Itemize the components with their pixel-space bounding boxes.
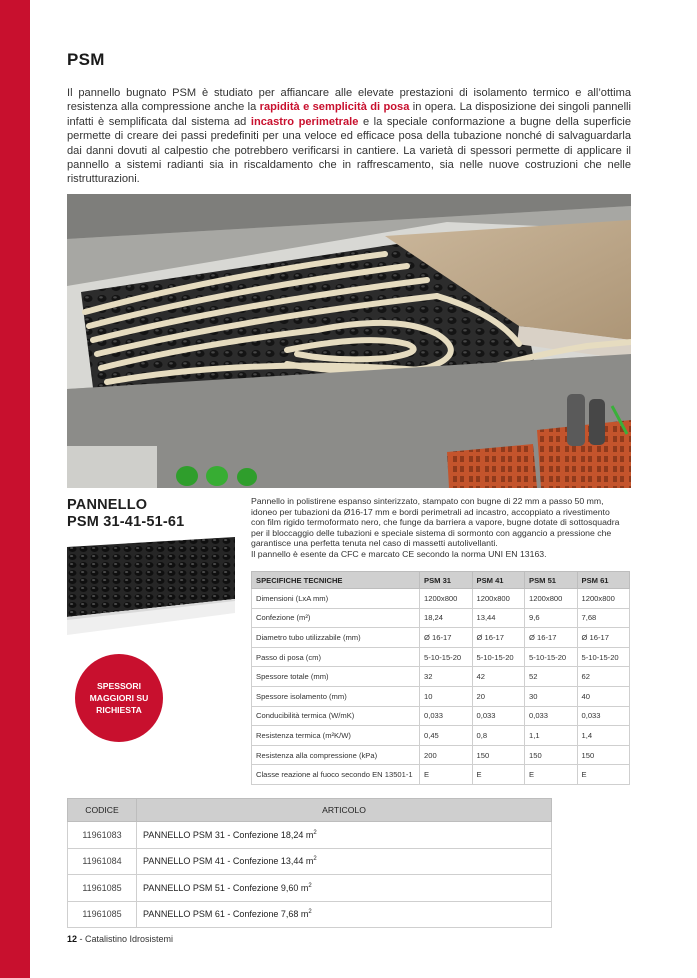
panel-product-image [67, 537, 235, 637]
article-unit-exponent: 2 [308, 882, 312, 889]
article-name [137, 901, 552, 928]
article-code: 11961083 [68, 822, 137, 849]
spec-cell: Ø 16-17 [577, 628, 630, 648]
article-row [68, 822, 552, 849]
spec-cell: Spessore totale (mm) [252, 667, 420, 687]
article-name [137, 848, 552, 875]
spec-header-cell: PSM 31 [420, 572, 473, 589]
spec-cell: Spessore isolamento (mm) [252, 686, 420, 706]
desc-line: Pannello in polistirene espanso sinterizzato, stampato con bugne di 22 mm a passo 50 mm, [251, 496, 604, 506]
intro-highlight-2: incastro perimetrale [250, 115, 359, 128]
intro-text-2: in opera. La disposizione dei singoli pannelli infatti è semplificata dal sistema ad [67, 101, 631, 128]
spec-header-cell: SPECIFICHE TECNICHE [252, 572, 420, 589]
article-code: 11961084 [68, 848, 137, 875]
spec-header-cell: PSM 41 [472, 572, 525, 589]
spec-cell: 40 [577, 686, 630, 706]
desc-line: per il bloccaggio delle tubazioni e speciale sistema di sormonto con aggancio a pressione che [251, 527, 612, 538]
spec-row [252, 745, 630, 765]
spec-cell: 13,44 [472, 608, 525, 628]
spec-row [252, 706, 630, 726]
article-header-article: ARTICOLO [137, 799, 552, 822]
spec-row [252, 647, 630, 667]
article-row [68, 875, 552, 902]
panel-illustration [67, 537, 235, 637]
spec-header-cell: PSM 61 [577, 572, 630, 589]
spec-row [252, 628, 630, 648]
spec-cell: 10 [420, 686, 473, 706]
spec-row [252, 608, 630, 628]
spec-cell: 42 [472, 667, 525, 687]
spec-cell: Confezione (m²) [252, 608, 420, 628]
article-row [68, 901, 552, 928]
spec-cell: Resistenza termica (m²K/W) [252, 726, 420, 746]
desc-line: idoneo per tubazioni da Ø16-17 mm e bordi perimetrali ad incastro, accoppiato a rivestimento [251, 506, 610, 517]
spec-cell: 0,033 [577, 706, 630, 726]
spec-cell: 1,1 [525, 726, 578, 746]
spec-cell: 5-10-15-20 [472, 647, 525, 667]
article-unit-exponent: 2 [313, 856, 317, 863]
spec-cell: 1,4 [577, 726, 630, 746]
installation-photo [67, 194, 631, 488]
spec-cell: Passo di posa (cm) [252, 647, 420, 667]
spec-cell: Ø 16-17 [472, 628, 525, 648]
page-number: 12 [67, 934, 78, 944]
desc-line: con film rigido termoformato nero, che funge da barriera a vapore, bugne dotate di sottosquadra [251, 517, 620, 528]
spec-cell: 7,68 [577, 608, 630, 628]
badge-line-1: SPESSORI [97, 681, 141, 691]
article-header-row [68, 799, 552, 822]
desc-line: Il pannello è esente da CFC e marcato CE secondo la norma UNI EN 13163. [251, 548, 547, 559]
intro-text-3: e la speciale conformazione a bugne della superficie permette di creare dei passi predefiniti per una veloce ed efficace posa della tubazione nonché di salvaguardarla dai danni dovuti al calpestio che potrebbero verificarsi in cantiere. La varietà di spessori permette di applicare il pannello a sistemi radianti sia in riscaldamento che in raffrescamento, sia nelle nuove costruzioni che nelle ristrutturazioni. [67, 115, 631, 186]
spec-cell: 200 [420, 745, 473, 765]
spec-cell: 62 [577, 667, 630, 687]
spec-cell: 1200x800 [525, 589, 578, 609]
article-header-code: CODICE [68, 799, 137, 822]
spec-cell: 5-10-15-20 [577, 647, 630, 667]
article-table [67, 798, 552, 928]
article-code: 11961085 [68, 901, 137, 928]
spec-row [252, 765, 630, 785]
article-name [137, 875, 552, 902]
product-description [251, 496, 631, 560]
article-row [68, 848, 552, 875]
spec-cell: Ø 16-17 [525, 628, 578, 648]
spec-cell: 0,033 [525, 706, 578, 726]
spec-cell: 5-10-15-20 [420, 647, 473, 667]
intro-paragraph [67, 86, 631, 187]
article-name-text: PANNELLO PSM 41 - Confezione 13,44 m [143, 856, 314, 867]
spec-row [252, 667, 630, 687]
spec-cell: 52 [525, 667, 578, 687]
badge-line-2: MAGGIORI SU [89, 693, 149, 703]
article-code: 11961085 [68, 875, 137, 902]
spec-cell: E [577, 765, 630, 785]
spec-cell: 20 [472, 686, 525, 706]
thickness-badge [75, 654, 163, 742]
footer-text: - Catalistino Idrosistemi [77, 934, 174, 944]
spec-cell: 1200x800 [472, 589, 525, 609]
spec-cell: Diametro tubo utilizzabile (mm) [252, 628, 420, 648]
spec-cell: 5-10-15-20 [525, 647, 578, 667]
article-name [137, 822, 552, 849]
spec-table [251, 571, 630, 785]
spec-cell: E [472, 765, 525, 785]
spec-cell: 0,033 [472, 706, 525, 726]
intro-highlight-1: rapidità e semplicità di posa [259, 101, 410, 114]
spec-cell: 18,24 [420, 608, 473, 628]
spec-cell: Resistenza alla compressione (kPa) [252, 745, 420, 765]
intro-text-1: Il pannello bugnato PSM è studiato per affiancare alle elevate prestazioni di isolamento termico e all’ottima resistenza alla compressione anche la [67, 87, 631, 114]
spec-cell: 30 [525, 686, 578, 706]
spec-header-row [252, 572, 630, 589]
spec-header-cell: PSM 51 [525, 572, 578, 589]
spec-cell: 0,45 [420, 726, 473, 746]
spec-cell: 1200x800 [577, 589, 630, 609]
spec-cell: 0,8 [472, 726, 525, 746]
spec-row [252, 726, 630, 746]
product-title-line-2: PSM 31-41-51-61 [67, 514, 185, 530]
spec-cell: 9,6 [525, 608, 578, 628]
article-name-text: PANNELLO PSM 61 - Confezione 7,68 m [143, 909, 309, 920]
desc-line: garantisce una perfetta tenuta nel caso di massetti autolivellanti. [251, 538, 498, 549]
spec-cell: Conducibilità termica (W/mK) [252, 706, 420, 726]
page-footer [67, 934, 173, 944]
spec-cell: Dimensioni (LxA mm) [252, 589, 420, 609]
article-unit-exponent: 2 [308, 909, 312, 916]
product-title-line-1: PANNELLO [67, 497, 148, 513]
spec-row [252, 589, 630, 609]
article-name-text: PANNELLO PSM 51 - Confezione 9,60 m [143, 882, 309, 893]
badge-line-3: RICHIESTA [96, 705, 142, 715]
spec-cell: 150 [525, 745, 578, 765]
spec-cell: 0,033 [420, 706, 473, 726]
red-side-strip [0, 0, 30, 978]
article-name-text: PANNELLO PSM 31 - Confezione 18,24 m [143, 829, 314, 840]
spec-row [252, 686, 630, 706]
spec-cell: 150 [577, 745, 630, 765]
spec-cell: 1200x800 [420, 589, 473, 609]
spec-cell: Classe reazione al fuoco secondo EN 13501-1 [252, 765, 420, 785]
spec-cell: Ø 16-17 [420, 628, 473, 648]
underfloor-heating-illustration [67, 194, 631, 488]
spec-cell: 150 [472, 745, 525, 765]
spec-cell: E [420, 765, 473, 785]
spec-cell: E [525, 765, 578, 785]
spec-cell: 32 [420, 667, 473, 687]
product-title [67, 497, 184, 531]
page-title: PSM [67, 50, 105, 69]
article-unit-exponent: 2 [313, 829, 317, 836]
